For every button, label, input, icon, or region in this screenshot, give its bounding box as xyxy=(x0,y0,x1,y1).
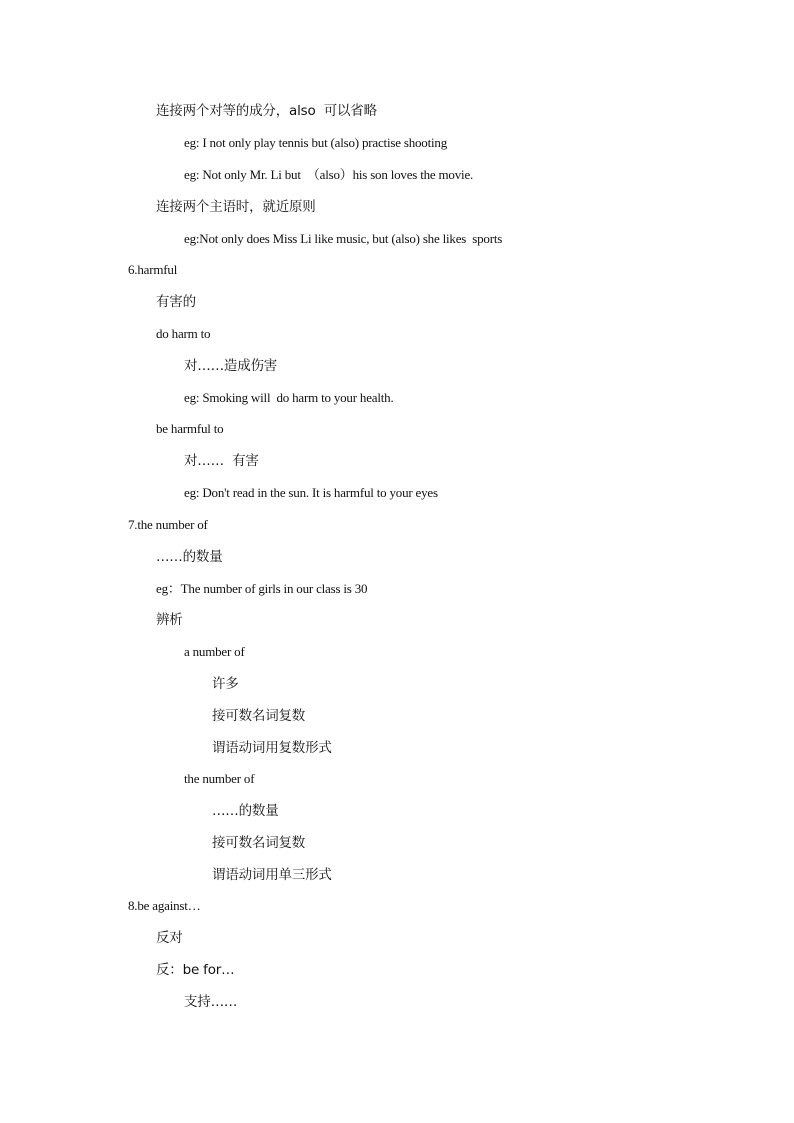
definition-line: 许多 xyxy=(212,676,239,692)
example-line: eg: Smoking will do harm to your health. xyxy=(184,390,394,405)
definition-line: 有害的 xyxy=(156,294,196,310)
example-line: eg: Not only Mr. Li but （also）his son loves the movie. xyxy=(184,167,474,182)
definition-line: 支持…… xyxy=(184,994,238,1010)
example-line: eg: I not only play tennis but (also) practise shooting xyxy=(184,135,448,150)
note-line: 接可数名词复数 xyxy=(212,708,306,724)
example-line: eg:Not only does Miss Li like music, but (also) she likes sports xyxy=(184,231,503,246)
phrase-line: a number of xyxy=(184,644,245,659)
note-line: 谓语动词用复数形式 xyxy=(212,740,332,756)
example-line: eg: Don't read in the sun. It is harmful to your eyes xyxy=(184,485,438,500)
note-line: 连接两个对等的成分，also 可以省略 xyxy=(156,103,377,119)
definition-line: 对…… 有害 xyxy=(184,453,259,469)
note-line: 辨析 xyxy=(156,612,183,628)
example-line: eg：The number of girls in our class is 30 xyxy=(156,581,368,596)
phrase-line: the number of xyxy=(184,771,255,786)
definition-line: 反对 xyxy=(156,930,183,946)
definition-line: ……的数量 xyxy=(156,549,223,565)
note-line: 连接两个主语时，就近原则 xyxy=(156,199,316,215)
note-line: 谓语动词用单三形式 xyxy=(212,867,332,883)
note-line: 接可数名词复数 xyxy=(212,835,306,851)
definition-line: ……的数量 xyxy=(212,803,279,819)
section-heading: 7.the number of xyxy=(128,517,208,532)
phrase-line: be harmful to xyxy=(156,421,224,436)
section-heading: 6.harmful xyxy=(128,262,178,277)
phrase-line: do harm to xyxy=(156,326,211,341)
antonym-line: 反：be for… xyxy=(156,962,235,978)
section-heading: 8.be against… xyxy=(128,898,201,913)
definition-line: 对……造成伤害 xyxy=(184,358,278,374)
